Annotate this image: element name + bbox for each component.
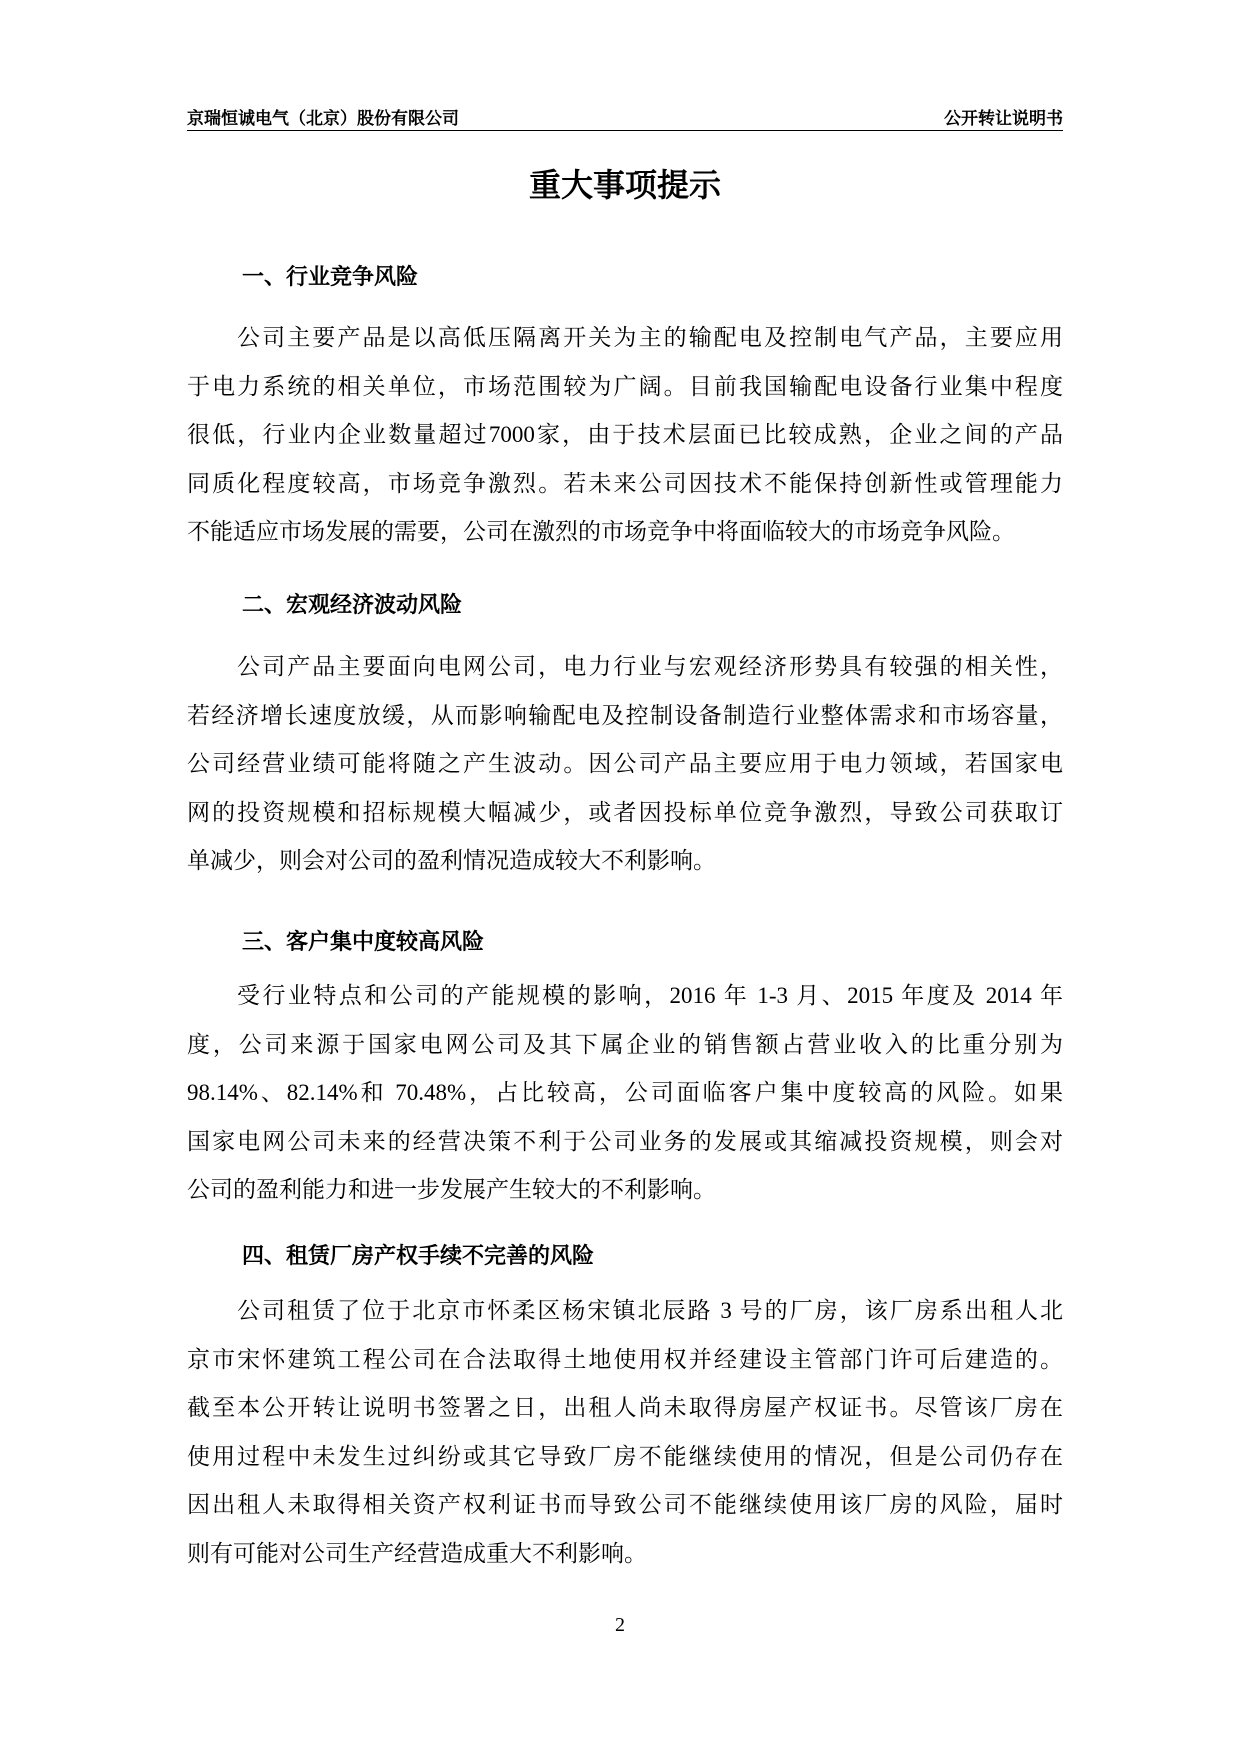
section-heading: 二、宏观经济波动风险 xyxy=(242,593,463,618)
page-header xyxy=(187,100,1063,131)
header-company: 京瑞恒诚电气（北京）股份有限公司 xyxy=(187,109,459,129)
paragraph-line: 不能适应市场发展的需要，公司在激烈的市场竞争中将面临较大的市场竞争风险。 xyxy=(187,519,1015,544)
paragraph-line: 若经济增长速度放缓，从而影响输配电及控制设备制造行业整体需求和市场容量， xyxy=(187,702,1063,728)
section-paragraph xyxy=(187,314,1063,557)
section-paragraph xyxy=(187,1287,1063,1578)
paragraph-line: 单减少，则会对公司的盈利情况造成较大不利影响。 xyxy=(187,848,716,873)
paragraph-line: 因出租人未取得相关资产权利证书而导致公司不能继续使用该厂房的风险，届时 xyxy=(187,1492,1063,1517)
paragraph-line: 则有可能对公司生产经营造成重大不利影响。 xyxy=(187,1540,647,1566)
page-title: 重大事项提示 xyxy=(528,166,721,204)
paragraph-line: 98.14%、82.14%和 70.48%，占比较高，公司面临客户集中度较高的风险。如果 xyxy=(187,1080,1063,1105)
paragraph-line: 使用过程中未发生过纠纷或其它导致厂房不能继续使用的情况，但是公司仍存在 xyxy=(187,1443,1063,1469)
paragraph-line: 公司主要产品是以高低压隔离开关为主的输配电及控制电气产品，主要应用 xyxy=(237,325,1063,350)
paragraph-line: 很低，行业内企业数量超过7000家，由于技术层面已比较成熟，企业之间的产品 xyxy=(187,422,1063,447)
section-paragraph xyxy=(187,972,1063,1215)
header-doc-type: 公开转让说明书 xyxy=(944,109,1063,129)
paragraph-line: 公司的盈利能力和进一步发展产生较大的不利影响。 xyxy=(187,1177,716,1202)
paragraph-line: 截至本公开转让说明书签署之日，出租人尚未取得房屋产权证书。尽管该厂房在 xyxy=(187,1395,1063,1420)
paragraph-line: 网的投资规模和招标规模大幅减少，或者因投标单位竞争激烈，导致公司获取订 xyxy=(187,799,1063,825)
paragraph-line: 受行业特点和公司的产能规模的影响，2016 年 1-3 月、2015 年度及 2014 年 xyxy=(237,983,1063,1008)
paragraph-line: 公司产品主要面向电网公司，电力行业与宏观经济形势具有较强的相关性， xyxy=(237,654,1063,679)
paragraph-line: 公司租赁了位于北京市怀柔区杨宋镇北辰路 3 号的厂房，该厂房系出租人北 xyxy=(237,1298,1063,1323)
paragraph-line: 公司经营业绩可能将随之产生波动。因公司产品主要应用于电力领域，若国家电 xyxy=(187,751,1063,776)
paragraph-line: 京市宋怀建筑工程公司在合法取得土地使用权并经建设主管部门许可后建造的。 xyxy=(187,1346,1063,1372)
page-number: 2 xyxy=(615,1614,625,1636)
paragraph-line: 同质化程度较高，市场竞争激烈。若未来公司因技术不能保持创新性或管理能力 xyxy=(187,470,1063,496)
section-heading: 一、行业竞争风险 xyxy=(242,265,419,290)
section-heading: 三、客户集中度较高风险 xyxy=(242,930,485,955)
section-paragraph xyxy=(187,643,1063,886)
paragraph-line: 国家电网公司未来的经营决策不利于公司业务的发展或其缩减投资规模，则会对 xyxy=(187,1128,1063,1154)
section-heading: 四、租赁厂房产权手续不完善的风险 xyxy=(242,1244,595,1269)
paragraph-line: 度，公司来源于国家电网公司及其下属企业的销售额占营业收入的比重分别为 xyxy=(187,1031,1063,1057)
paragraph-line: 于电力系统的相关单位，市场范围较为广阔。目前我国输配电设备行业集中程度 xyxy=(187,373,1063,399)
